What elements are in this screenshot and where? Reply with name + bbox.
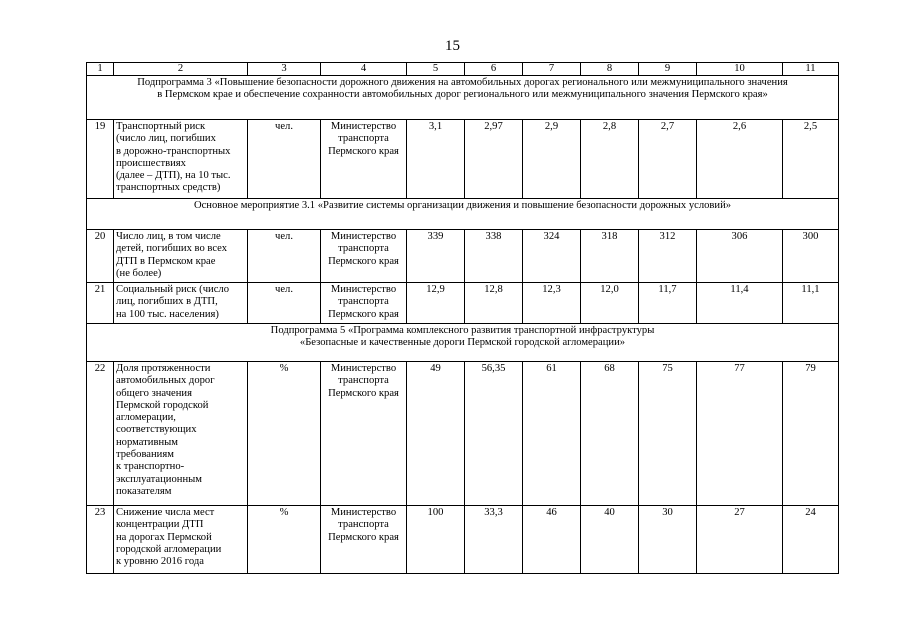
value-cell: 11,1	[783, 283, 839, 324]
value-cell: 2,8	[581, 120, 639, 199]
value-cell: 24	[783, 506, 839, 574]
name-line: Снижение числа мест	[116, 507, 215, 518]
value-cell: 339	[407, 230, 465, 283]
value-cell: 312	[639, 230, 697, 283]
row-number: 19	[87, 120, 114, 199]
name-line: (далее – ДТП), на 10 тыс.	[116, 170, 231, 182]
table-row	[87, 283, 839, 324]
value-cell: 40	[581, 506, 639, 574]
column-number: 1	[87, 63, 114, 76]
value-cell: 68	[581, 362, 639, 506]
unit-cell: чел.	[248, 120, 321, 199]
responsible-cell	[321, 230, 407, 283]
value-cell: 61	[523, 362, 581, 506]
value-cell: 306	[697, 230, 783, 283]
column-number: 11	[783, 63, 839, 76]
column-number-row	[87, 63, 839, 76]
indicator-table	[86, 62, 839, 574]
column-number: 6	[465, 63, 523, 76]
row-number: 23	[87, 506, 114, 574]
responsible-line: транспорта	[338, 375, 389, 387]
name-line: Доля протяженности	[116, 363, 211, 374]
value-cell: 2,7	[639, 120, 697, 199]
value-cell: 12,3	[523, 283, 581, 324]
value-cell: 77	[697, 362, 783, 506]
column-number: 3	[248, 63, 321, 76]
column-number: 8	[581, 63, 639, 76]
responsible-cell	[321, 120, 407, 199]
unit-cell: чел.	[248, 230, 321, 283]
section-title	[87, 324, 839, 362]
page-number: 15	[445, 38, 460, 54]
section-row	[87, 324, 839, 362]
name-line: городской агломерации	[116, 543, 222, 555]
value-cell: 300	[783, 230, 839, 283]
section-title-line: в Пермском крае и обеспечение сохранности автомобильных дорог регионального или межмуниципального значения Пермского края»	[157, 89, 768, 101]
responsible-line: транспорта	[338, 296, 389, 308]
name-line: Число лиц, в том числе	[116, 231, 221, 242]
name-line: (число лиц, погибших	[116, 133, 216, 145]
row-number: 20	[87, 230, 114, 283]
name-line: к транспортно-	[116, 461, 185, 473]
name-line: на дорогах Пермской	[116, 531, 212, 543]
column-number: 2	[114, 63, 248, 76]
value-cell: 2,6	[697, 120, 783, 199]
responsible-cell	[321, 362, 407, 506]
name-line: Пермской городской	[116, 399, 209, 411]
name-line: эксплуатационным	[116, 473, 202, 485]
responsible-line: Пермского края	[328, 145, 399, 157]
name-line: агломерации,	[116, 412, 176, 424]
name-line: лиц, погибших в ДТП,	[116, 296, 218, 308]
value-cell: 324	[523, 230, 581, 283]
indicator-name	[114, 283, 248, 324]
indicator-name	[114, 506, 248, 574]
name-line: соответствующих	[116, 424, 197, 436]
name-line: на 100 тыс. населения)	[116, 308, 219, 320]
value-cell: 2,5	[783, 120, 839, 199]
section-row	[87, 76, 839, 120]
section-title-line: «Безопасные и качественные дороги Пермской городской агломерации»	[299, 337, 626, 349]
row-number: 21	[87, 283, 114, 324]
value-cell: 100	[407, 506, 465, 574]
name-line: нормативным	[116, 436, 178, 448]
value-cell: 12,0	[581, 283, 639, 324]
name-line: требованиям	[116, 449, 174, 461]
value-cell: 27	[697, 506, 783, 574]
indicator-name	[114, 120, 248, 199]
name-line: Социальный риск (число	[116, 284, 229, 295]
section-title-line: Основное мероприятие 3.1 «Развитие системы организации движения и повышение безопасности дорожных условий»	[193, 200, 732, 211]
name-line: автомобильных дорог	[116, 375, 215, 387]
responsible-line: Пермского края	[328, 387, 399, 399]
responsible-line: Министерство	[330, 231, 397, 242]
name-line: общего значения	[116, 387, 192, 399]
value-cell: 12,8	[465, 283, 523, 324]
value-cell: 11,4	[697, 283, 783, 324]
section-title	[87, 76, 839, 120]
unit-cell: %	[248, 506, 321, 574]
table-row	[87, 362, 839, 506]
name-line: в дорожно-транспортных	[116, 145, 231, 157]
column-number: 4	[321, 63, 407, 76]
section-title	[87, 199, 839, 230]
responsible-line: Министерство	[330, 363, 397, 374]
value-cell: 2,97	[465, 120, 523, 199]
name-line: (не более)	[116, 267, 162, 279]
column-number: 5	[407, 63, 465, 76]
name-line: показателям	[116, 485, 172, 497]
value-cell: 56,35	[465, 362, 523, 506]
responsible-line: Министерство	[330, 284, 397, 295]
section-row	[87, 199, 839, 230]
section-title-line: Подпрограмма 3 «Повышение безопасности дорожного движения на автомобильных дорогах регионального или межмуниципального значения	[137, 77, 788, 88]
value-cell: 75	[639, 362, 697, 506]
unit-cell: чел.	[248, 283, 321, 324]
value-cell: 33,3	[465, 506, 523, 574]
indicator-name	[114, 362, 248, 506]
responsible-line: транспорта	[338, 519, 389, 531]
value-cell: 12,9	[407, 283, 465, 324]
name-line: концентрации ДТП	[116, 519, 204, 531]
table-row	[87, 230, 839, 283]
value-cell: 338	[465, 230, 523, 283]
responsible-line: Пермского края	[328, 531, 399, 543]
name-line: к уровню 2016 года	[116, 556, 204, 568]
responsible-line: Пермского края	[328, 308, 399, 320]
column-number: 10	[697, 63, 783, 76]
value-cell: 318	[581, 230, 639, 283]
value-cell: 79	[783, 362, 839, 506]
name-line: Транспортный риск	[116, 121, 206, 132]
responsible-line: транспорта	[338, 133, 389, 145]
responsible-line: Пермского края	[328, 255, 399, 267]
value-cell: 46	[523, 506, 581, 574]
name-line: ДТП в Пермском крае	[116, 255, 216, 267]
table-row	[87, 506, 839, 574]
responsible-line: Министерство	[330, 121, 397, 132]
row-number: 22	[87, 362, 114, 506]
name-line: детей, погибших во всех	[116, 243, 228, 255]
section-title-line: Подпрограмма 5 «Программа комплексного развития транспортной инфраструктуры	[270, 325, 655, 336]
unit-cell: %	[248, 362, 321, 506]
column-number: 9	[639, 63, 697, 76]
value-cell: 30	[639, 506, 697, 574]
responsible-line: Министерство	[330, 507, 397, 518]
value-cell: 11,7	[639, 283, 697, 324]
table-row	[87, 120, 839, 199]
indicator-name	[114, 230, 248, 283]
responsible-cell	[321, 283, 407, 324]
column-number: 7	[523, 63, 581, 76]
responsible-cell	[321, 506, 407, 574]
value-cell: 2,9	[523, 120, 581, 199]
name-line: транспортных средств)	[116, 182, 221, 194]
value-cell: 3,1	[407, 120, 465, 199]
responsible-line: транспорта	[338, 243, 389, 255]
name-line: происшествиях	[116, 157, 186, 169]
value-cell: 49	[407, 362, 465, 506]
